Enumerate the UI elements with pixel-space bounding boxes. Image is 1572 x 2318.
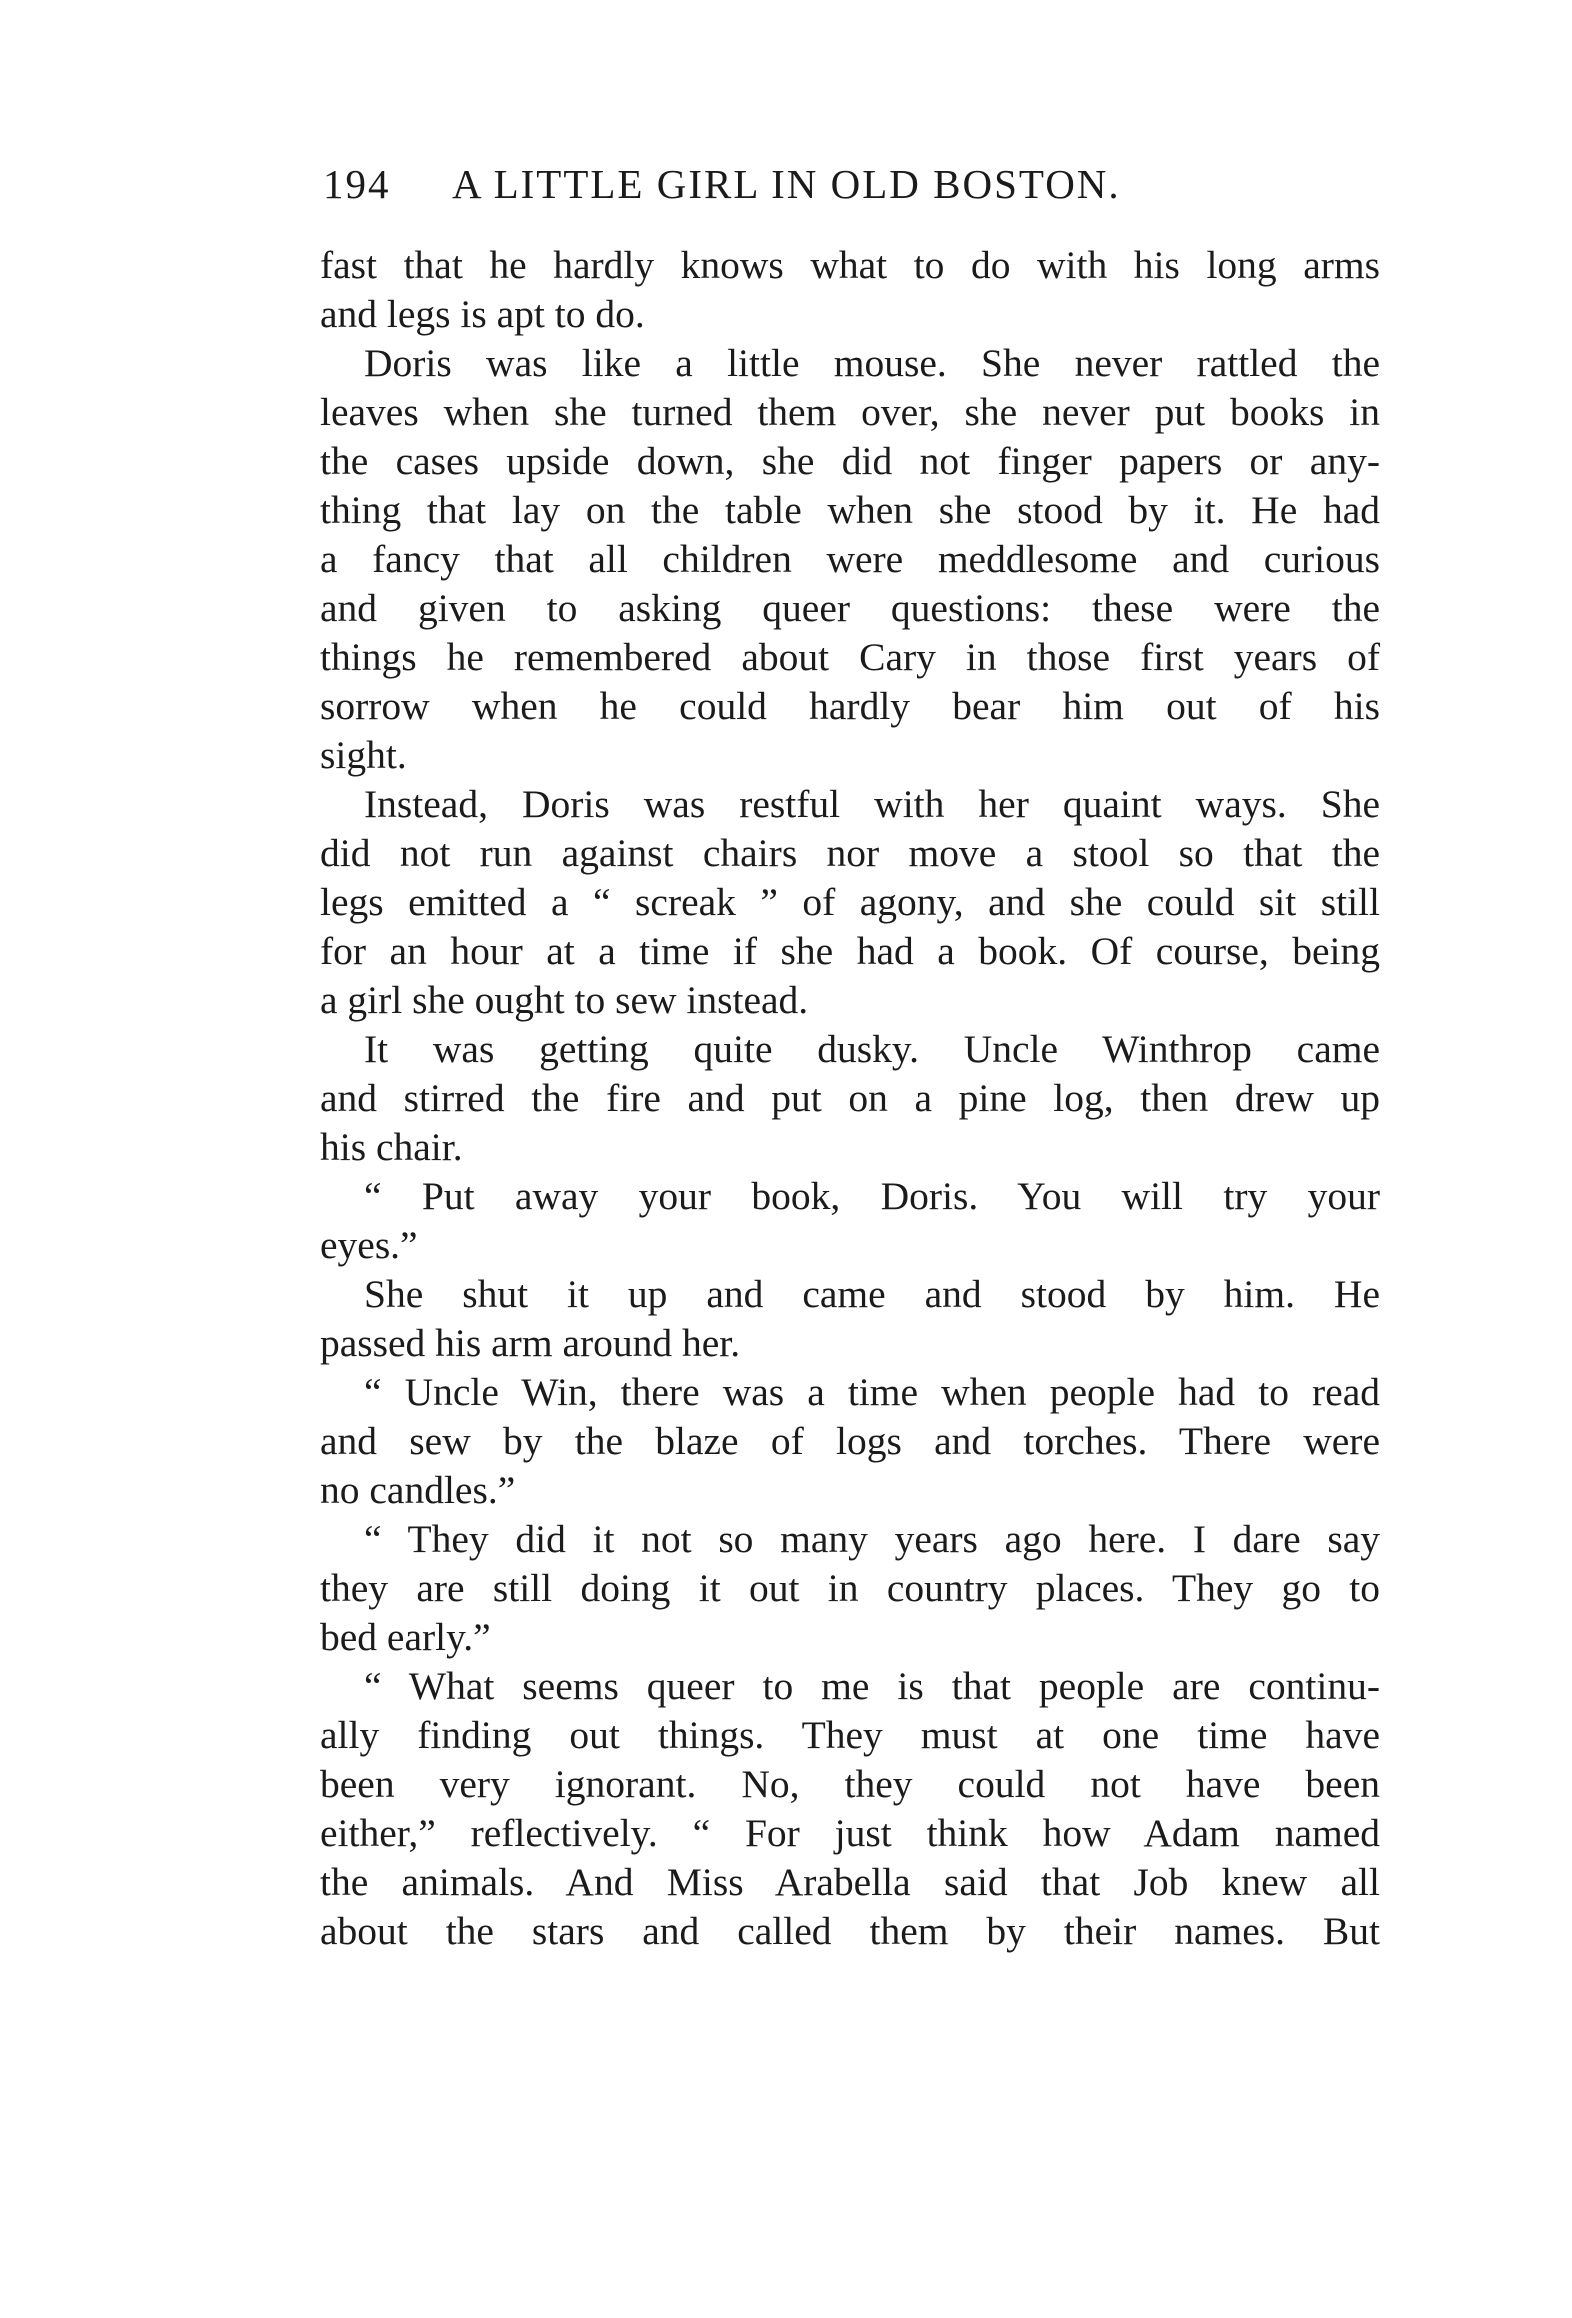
text-line: passed his arm around her. (320, 1321, 741, 1365)
text-line: for an hour at a time if she had a book. Of course, being (320, 929, 1380, 973)
text-line: did not run against chairs nor move a stool so that the (320, 831, 1380, 875)
text-line: sorrow when he could hardly bear him out of his (320, 684, 1380, 728)
text-line: It was getting quite dusky. Uncle Winthrop came (364, 1027, 1380, 1071)
text-line: his chair. (320, 1125, 463, 1169)
text-line: a fancy that all children were meddlesome and curious (320, 537, 1380, 581)
text-line: they are still doing it out in country places. They go to (320, 1566, 1380, 1610)
text-line: bed early.” (320, 1615, 491, 1659)
text-line: “ What seems queer to me is that people are continu- (364, 1664, 1380, 1708)
text-line: the cases upside down, she did not finger papers or any- (320, 439, 1380, 483)
text-line: fast that he hardly knows what to do with his long arms (320, 243, 1380, 287)
text-line: legs emitted a “ screak ” of agony, and she could sit still (320, 880, 1380, 924)
text-line: “ Put away your book, Doris. You will try your (364, 1174, 1380, 1218)
text-line: Instead, Doris was restful with her quaint ways. She (364, 782, 1380, 826)
text-line: ally finding out things. They must at one time have (320, 1713, 1380, 1757)
body-text (320, 241, 1380, 1956)
page-number: 194 (323, 161, 391, 207)
text-line: and legs is apt to do. (320, 292, 645, 336)
running-head (323, 156, 1243, 212)
text-line: and stirred the fire and put on a pine log, then drew up (320, 1076, 1380, 1120)
text-line: “ They did it not so many years ago here. I dare say (364, 1517, 1380, 1561)
text-line: the animals. And Miss Arabella said that Job knew all (320, 1860, 1380, 1904)
text-line: and sew by the blaze of logs and torches. There were (320, 1419, 1380, 1463)
text-line: about the stars and called them by their names. But (320, 1909, 1380, 1953)
book-title: A LITTLE GIRL IN OLD BOSTON. (452, 161, 1121, 207)
text-line: no candles.” (320, 1468, 516, 1512)
text-line: and given to asking queer questions: these were the (320, 586, 1380, 630)
text-line: either,” reflectively. “ For just think how Adam named (320, 1811, 1380, 1855)
text-line: Doris was like a little mouse. She never rattled the (364, 341, 1380, 385)
text-line: sight. (320, 733, 407, 777)
text-line: She shut it up and came and stood by him. He (364, 1272, 1380, 1316)
text-line: a girl she ought to sew instead. (320, 978, 809, 1022)
text-line: thing that lay on the table when she stood by it. He had (320, 488, 1380, 532)
text-line: been very ignorant. No, they could not have been (320, 1762, 1380, 1806)
text-line: “ Uncle Win, there was a time when people had to read (364, 1370, 1380, 1414)
text-line: leaves when she turned them over, she never put books in (320, 390, 1380, 434)
text-line: things he remembered about Cary in those first years of (320, 635, 1380, 679)
text-line: eyes.” (320, 1223, 418, 1267)
